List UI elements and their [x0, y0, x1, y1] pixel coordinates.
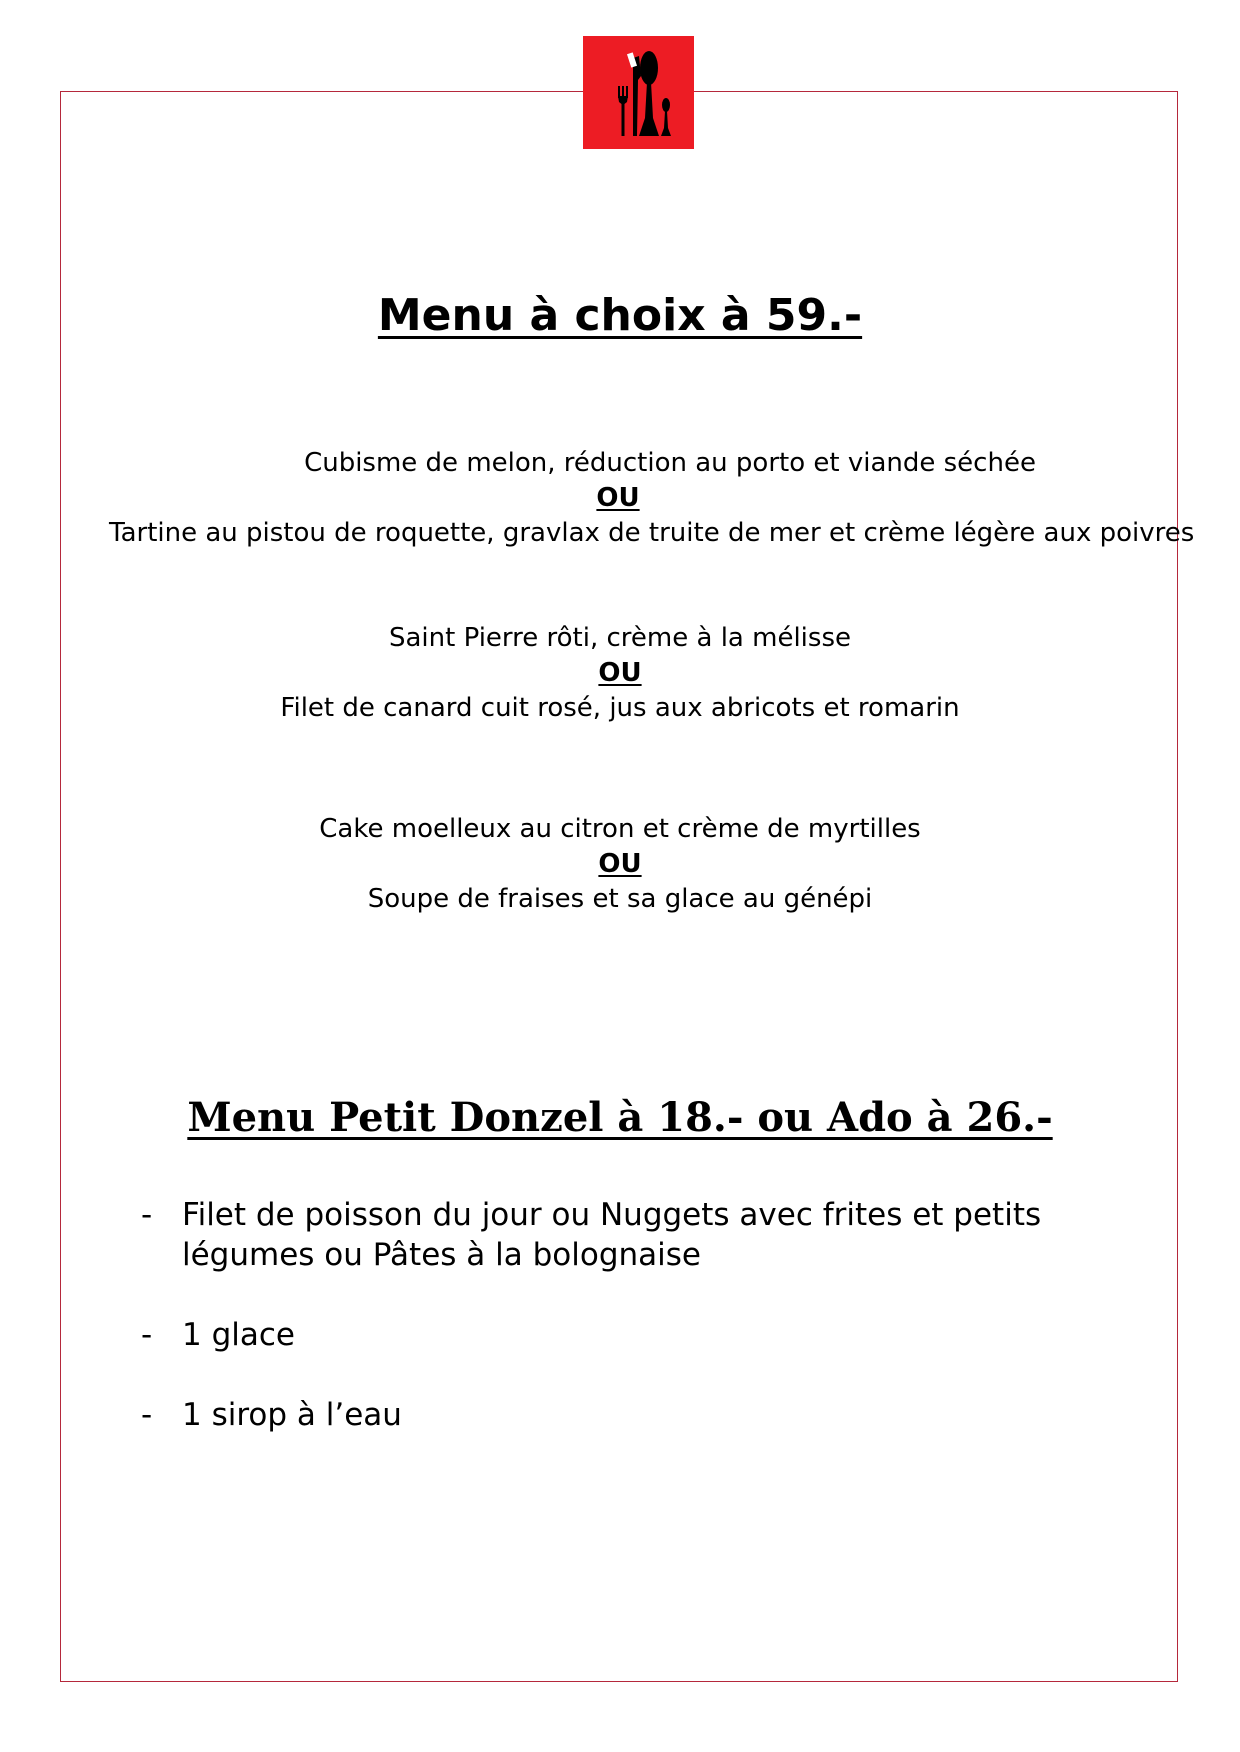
list-bullet: -: [141, 1197, 153, 1233]
starter-option-1: Cubisme de melon, réduction au porto et viande séchée: [304, 448, 1036, 478]
kids-item-text: 1 sirop à l’eau: [182, 1397, 402, 1433]
dessert-course: [0, 812, 1240, 917]
main-course: [0, 621, 1240, 726]
starter-or-separator: OU: [596, 483, 640, 513]
restaurant-logo: [583, 36, 694, 149]
kids-menu-list: [141, 1195, 1161, 1475]
list-item: [141, 1395, 1161, 1435]
main-or-separator: OU: [598, 658, 642, 688]
list-item: [141, 1315, 1161, 1355]
starter-course: [0, 446, 1240, 551]
dessert-option-1: Cake moelleux au citron et crème de myrtilles: [319, 814, 921, 844]
kids-item-text: 1 glace: [182, 1317, 295, 1353]
dessert-option-2: Soupe de fraises et sa glace au génépi: [367, 884, 873, 914]
list-item: [141, 1195, 1161, 1275]
starter-option-2: Tartine au pistou de roquette, gravlax de truite de mer et crème légère aux poivres: [109, 518, 1195, 548]
main-option-1: Saint Pierre rôti, crème à la mélisse: [389, 623, 851, 653]
list-bullet: -: [141, 1397, 153, 1433]
main-option-2: Filet de canard cuit rosé, jus aux abricots et romarin: [280, 693, 960, 723]
cutlery-icon: [583, 36, 694, 149]
kids-menu-title: Menu Petit Donzel à 18.- ou Ado à 26.-: [187, 1094, 1053, 1141]
list-bullet: -: [141, 1317, 153, 1353]
dessert-or-separator: OU: [598, 849, 642, 879]
menu-choice-title: Menu à choix à 59.-: [377, 290, 863, 341]
kids-item-text: Filet de poisson du jour ou Nuggets avec frites et petits légumes ou Pâtes à la bolognaise: [182, 1197, 1042, 1273]
